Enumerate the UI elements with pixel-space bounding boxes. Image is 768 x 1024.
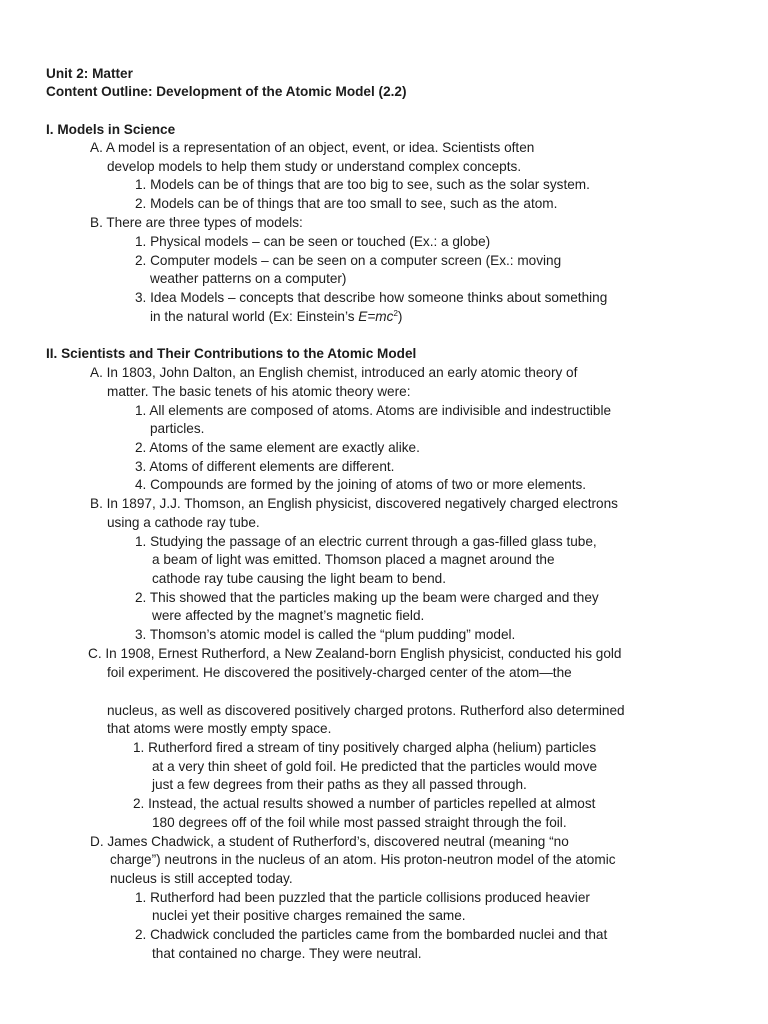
s2-item-b2-line-2: were affected by the magnet’s magnetic field. bbox=[152, 608, 425, 623]
s2-item-c-line-3: nucleus, as well as discovered positively charged protons. Rutherford also determined bbox=[107, 703, 625, 718]
s2-item-a3: 3. Atoms of different elements are different. bbox=[135, 459, 395, 474]
s2-item-c1-line-2: at a very thin sheet of gold foil. He predicted that the particles would move bbox=[152, 759, 598, 774]
s2-item-a1-line-2: particles. bbox=[150, 421, 205, 436]
s2-item-b-line-2: using a cathode ray tube. bbox=[107, 515, 260, 530]
s2-item-c1-line-1: 1. Rutherford fired a stream of tiny positively charged alpha (helium) particles bbox=[133, 740, 597, 755]
s2-item-d1-line-1: 1. Rutherford had been puzzled that the particle collisions produced heavier bbox=[135, 890, 590, 905]
s2-item-b1-line-1: 1. Studying the passage of an electric current through a gas-filled glass tube, bbox=[135, 534, 597, 549]
s1-item-b1: 1. Physical models – can be seen or touched (Ex.: a globe) bbox=[135, 234, 491, 249]
s1-item-a-line-2: develop models to help them study or understand complex concepts. bbox=[107, 159, 522, 174]
s2-item-b1-line-2: a beam of light was emitted. Thomson placed a magnet around the bbox=[152, 552, 555, 567]
s2-item-b3: 3. Thomson’s atomic model is called the “plum pudding” model. bbox=[135, 627, 516, 642]
s2-item-c1-line-3: just a few degrees from their paths as they all passed through. bbox=[152, 777, 527, 792]
formula-exponent: 2 bbox=[393, 309, 398, 318]
s2-item-c-line-4: that atoms were mostly empty space. bbox=[107, 721, 332, 736]
s1-item-b: B. There are three types of models: bbox=[90, 215, 303, 230]
s2-item-a2: 2. Atoms of the same element are exactly alike. bbox=[135, 440, 420, 455]
s1-item-b3-line-2 bbox=[150, 308, 402, 326]
s2-item-b1-line-3: cathode ray tube causing the light beam to bend. bbox=[152, 571, 446, 586]
s2-item-c2-line-1: 2. Instead, the actual results showed a number of particles repelled at almost bbox=[133, 796, 596, 811]
s2-item-a-line-2: matter. The basic tenets of his atomic theory were: bbox=[107, 384, 411, 399]
s1-item-a2: 2. Models can be of things that are too small to see, such as the atom. bbox=[135, 196, 558, 211]
s2-item-c-line-2: foil experiment. He discovered the positively-charged center of the atom—the bbox=[107, 665, 572, 680]
s1-item-b3-line-1: 3. Idea Models – concepts that describe how someone thinks about something bbox=[135, 290, 608, 305]
s2-item-c-line-1: C. In 1908, Ernest Rutherford, a New Zealand-born English physicist, conducted his gold bbox=[88, 646, 622, 661]
s1-item-a1: 1. Models can be of things that are too big to see, such as the solar system. bbox=[135, 177, 590, 192]
s2-item-d-line-3: nucleus is still accepted today. bbox=[110, 871, 293, 886]
s1-item-a-line-1: A. A model is a representation of an object, event, or idea. Scientists often bbox=[90, 140, 535, 155]
s2-item-a1-line-1: 1. All elements are composed of atoms. Atoms are indivisible and indestructible bbox=[135, 403, 612, 418]
s2-item-c2-line-2: 180 degrees off of the foil while most passed straight through the foil. bbox=[152, 815, 567, 830]
s1-item-b2-line-1: 2. Computer models – can be seen on a computer screen (Ex.: moving bbox=[135, 253, 562, 268]
section-1-heading: I. Models in Science bbox=[46, 122, 176, 137]
s2-item-b-line-1: B. In 1897, J.J. Thomson, an English physicist, discovered negatively charged electrons bbox=[90, 496, 618, 511]
outline-title: Content Outline: Development of the Atomic Model (2.2) bbox=[46, 84, 407, 99]
s2-item-d2-line-2: that contained no charge. They were neutral. bbox=[152, 946, 422, 961]
s2-item-d-line-1: D. James Chadwick, a student of Rutherford’s, discovered neutral (meaning “no bbox=[90, 834, 569, 849]
s2-item-d-line-2: charge”) neutrons in the nucleus of an atom. His proton-neutron model of the atomic bbox=[110, 852, 616, 867]
s2-item-d1-line-2: nuclei yet their positive charges remained the same. bbox=[152, 908, 466, 923]
s2-item-a4: 4. Compounds are formed by the joining of atoms of two or more elements. bbox=[135, 477, 587, 492]
s1-item-b2-line-2: weather patterns on a computer) bbox=[150, 271, 347, 286]
section-2-heading: II. Scientists and Their Contributions to the Atomic Model bbox=[46, 346, 417, 361]
s2-item-a-line-1: A. In 1803, John Dalton, an English chemist, introduced an early atomic theory of bbox=[90, 365, 578, 380]
s1-item-b3-suffix: ) bbox=[397, 309, 403, 324]
s1-item-b3-prefix: in the natural world (Ex: Einstein’s bbox=[150, 309, 359, 324]
s2-item-b2-line-1: 2. This showed that the particles making up the beam were charged and they bbox=[135, 590, 599, 605]
s2-item-d2-line-1: 2. Chadwick concluded the particles came from the bombarded nuclei and that bbox=[135, 927, 608, 942]
einstein-formula: E=mc bbox=[358, 309, 394, 324]
unit-title: Unit 2: Matter bbox=[46, 66, 133, 81]
